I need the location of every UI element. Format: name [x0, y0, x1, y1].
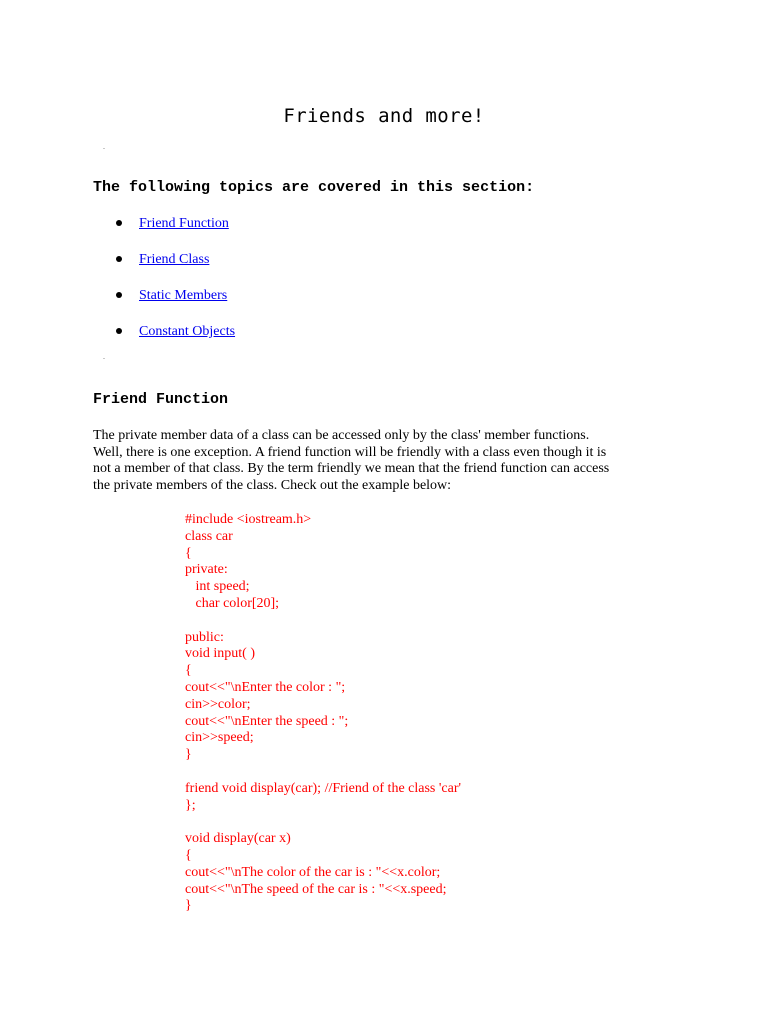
topics-heading: The following topics are covered in this section:: [93, 179, 535, 196]
topic-link-constant-objects[interactable]: Constant Objects: [139, 324, 236, 339]
topic-link-static-members[interactable]: Static Members: [139, 288, 228, 303]
code-line: class car: [185, 528, 233, 544]
code-line: friend void display(car); //Friend of the class 'car': [185, 780, 462, 796]
code-line: void display(car x): [185, 831, 291, 847]
code-line: cout<<"\nThe color of the car is : "<<x.color;: [185, 864, 441, 880]
code-line: void input( ): [185, 646, 255, 662]
bullet-icon: [116, 328, 122, 334]
paragraph-line: The private member data of a class can be accessed only by the class' member functions.: [93, 428, 590, 443]
code-line: cin>>speed;: [185, 730, 254, 746]
code-line: {: [185, 545, 192, 561]
code-line: };: [185, 797, 196, 813]
paragraph-line: the private members of the class. Check out the example below:: [93, 478, 452, 494]
page-title: Friends and more!: [283, 105, 485, 127]
divider-dot: [103, 358, 105, 359]
paragraph-line: Well, there is one exception. A friend function will be friendly with a class even though it is: [93, 444, 607, 460]
code-line: [185, 613, 461, 630]
code-line: #include <iostream.h>: [185, 512, 312, 527]
intro-paragraph: [93, 428, 683, 495]
code-line: private:: [185, 562, 228, 578]
code-line: {: [185, 847, 192, 863]
topic-link-friend-function[interactable]: Friend Function: [139, 216, 229, 231]
topic-link-friend-class[interactable]: Friend Class: [139, 252, 210, 267]
section-heading-friend-function: Friend Function: [93, 391, 229, 408]
code-line: char color[20];: [185, 595, 280, 611]
code-line: {: [185, 663, 192, 679]
divider-dot: [103, 148, 105, 149]
code-line: }: [185, 898, 192, 914]
paragraph-line: not a member of that class. By the term friendly we mean that the friend function can access: [93, 461, 610, 477]
code-line: cin>>color;: [185, 696, 251, 712]
code-line: [185, 814, 461, 831]
code-line: public:: [185, 629, 224, 645]
code-line: int speed;: [185, 579, 250, 595]
code-line: [185, 764, 461, 781]
bullet-icon: [116, 256, 122, 262]
code-line: }: [185, 747, 192, 763]
code-example: [185, 512, 461, 915]
code-line: cout<<"\nEnter the color : ";: [185, 679, 346, 695]
code-line: cout<<"\nThe speed of the car is : "<<x.speed;: [185, 881, 447, 897]
bullet-icon: [116, 220, 122, 226]
bullet-icon: [116, 292, 122, 298]
code-line: cout<<"\nEnter the speed : ";: [185, 713, 349, 729]
